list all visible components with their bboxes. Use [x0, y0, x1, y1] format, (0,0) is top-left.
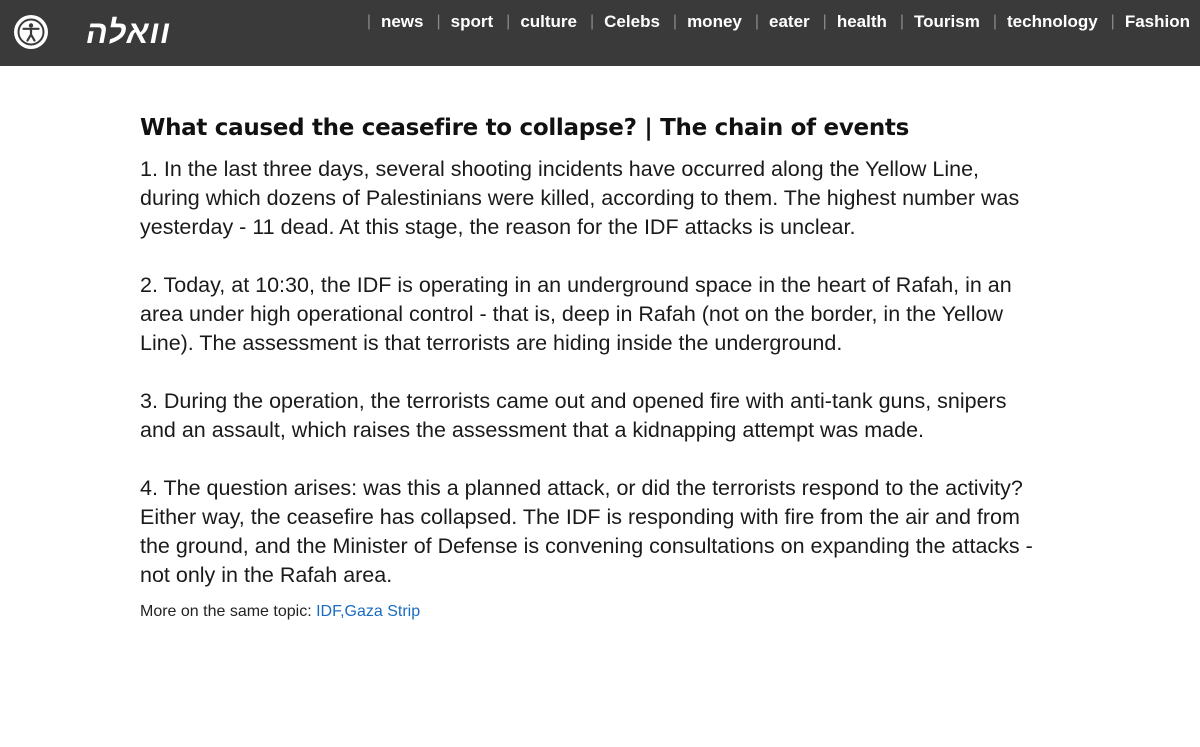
nav-item-celebs[interactable] — [577, 11, 660, 33]
main-nav — [354, 11, 1190, 33]
nav-item-label: Celebs — [604, 12, 660, 31]
topic-link-idf[interactable]: IDF — [316, 603, 341, 620]
nav-separator: | — [754, 13, 760, 30]
nav-separator: | — [672, 13, 678, 30]
nav-item-label: technology — [1007, 12, 1098, 31]
nav-item-health[interactable] — [810, 11, 887, 33]
nav-separator: | — [1110, 13, 1115, 30]
article-paragraph: 2. Today, at 10:30, the IDF is operating in an underground space in the heart of Rafah, in an area under high operational control - that is, deep in Rafah (not on the border, in the Yellow Line). The assessment is that terrorists are hiding inside the underground. — [140, 273, 1012, 355]
nav-item-sport[interactable] — [424, 11, 494, 33]
nav-item-fashion[interactable] — [1098, 11, 1190, 33]
site-logo[interactable]: וואלה — [86, 14, 171, 50]
topic-link-gaza-strip[interactable]: ,Gaza Strip — [340, 603, 421, 620]
article-paragraph: 4. The question arises: was this a planned attack, or did the terrorists respond to the activity? Either way, the ceasefire has collapsed. The IDF is responding with fire from the air and from the ground, and the Minister of Defense is convening consultations on expanding the attacks - not only in the Rafah area. — [140, 476, 1033, 587]
nav-item-label: Tourism — [914, 12, 980, 31]
related-topics — [140, 602, 1040, 622]
accessibility-icon[interactable] — [14, 15, 48, 49]
nav-separator: | — [899, 13, 905, 30]
nav-item-label: news — [380, 12, 424, 31]
nav-separator: | — [366, 13, 371, 30]
nav-item-label: health — [836, 12, 887, 31]
nav-item-money[interactable] — [660, 11, 742, 33]
nav-item-eater[interactable] — [742, 11, 810, 33]
nav-item-news[interactable] — [354, 11, 424, 33]
top-navigation-bar — [0, 0, 1200, 66]
nav-separator: | — [822, 13, 827, 30]
related-topics-label: More on the same topic: — [140, 603, 312, 620]
article-paragraph: 1. In the last three days, several shooting incidents have occurred along the Yellow Line, during which dozens of Palestinians were killed, according to them. The highest number was yesterday - 11 dead. At this stage, the reason for the IDF attacks is unclear. — [140, 157, 1020, 239]
nav-item-label: eater — [769, 12, 810, 31]
nav-separator: | — [506, 13, 511, 30]
nav-item-label: culture — [520, 12, 577, 31]
nav-item-culture[interactable] — [493, 11, 577, 33]
nav-separator: | — [436, 13, 441, 30]
nav-separator: | — [590, 13, 595, 30]
nav-item-technology[interactable] — [980, 11, 1098, 33]
article-paragraph: 3. During the operation, the terrorists came out and opened fire with anti-tank guns, snipers and an assault, which raises the assessment that a kidnapping attempt was made. — [140, 389, 1007, 442]
nav-item-label: Fashion — [1124, 12, 1190, 31]
nav-separator: | — [992, 13, 997, 30]
nav-item-tourism[interactable] — [887, 11, 980, 33]
article-section-title: What caused the ceasefire to collapse? | The chain of events — [140, 115, 909, 141]
nav-item-label: money — [687, 12, 742, 31]
article-body — [140, 112, 1040, 622]
nav-item-label: sport — [450, 12, 494, 31]
